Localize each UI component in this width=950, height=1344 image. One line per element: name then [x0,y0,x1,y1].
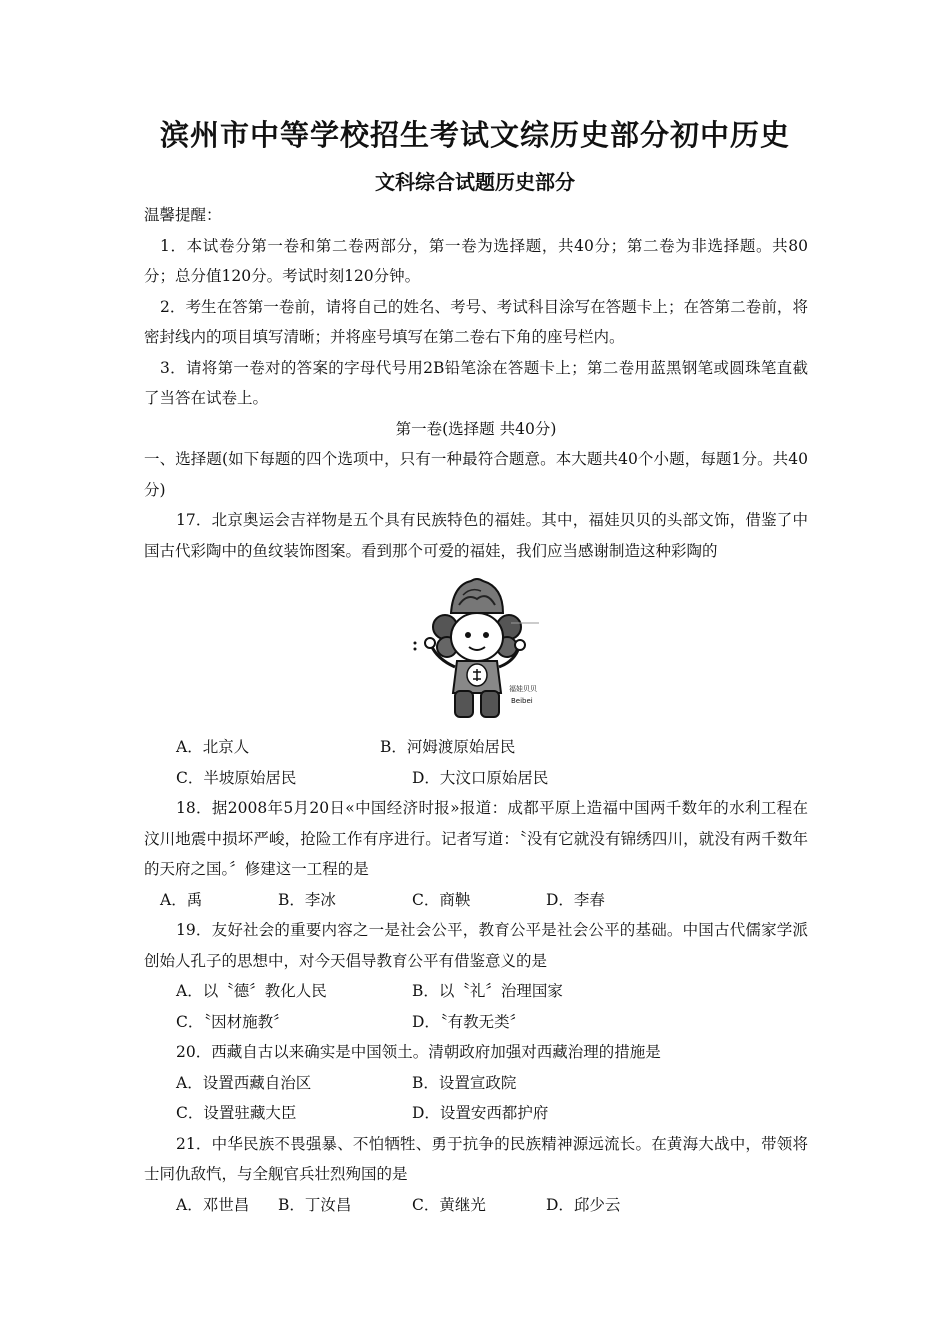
question-18-stem: 18．据2008年5月20日«中国经济时报»报道：成都平原上造福中国两千数年的水利工程在汶川地震中损坏严峻，抢险工作有序进行。记者写道：〝没有它就没有锦绣四川，就没有两千数年的天府之国。〞修建这一工程的是 [144,799,808,878]
question-18-option-b[interactable]: B．李冰 [278,890,336,909]
reminder-heading: 温馨提醒： [144,206,222,224]
question-18-options-row-1 [144,885,808,916]
question-20-option-c[interactable]: C．设置驻藏大臣 [176,1104,297,1122]
question-19-option-b[interactable]: B．以〝礼〞治理国家 [412,982,563,1000]
figure-caption-line1: 福娃贝贝 [509,685,537,693]
question-17-options-row-1 [144,732,808,763]
question-17-option-c[interactable]: C．半坡原始居民 [176,768,297,787]
reminder-item-1: 1．本试卷分第一卷和第二卷两部分，第一卷为选择题，共40分；第二卷为非选择题。共80分；总分值120分。考试时刻120分钟。 [144,236,808,285]
page-title: 滨州市中等学校招生考试文综历史部分初中历史 [159,118,790,152]
question-18-option-a[interactable]: A．禹 [160,890,203,909]
question-21-options-row-1 [144,1190,808,1221]
question-20-option-a[interactable]: A．设置西藏自治区 [176,1073,312,1092]
question-18-option-d[interactable]: D．李春 [546,890,605,909]
question-20-options-row-2 [144,1098,808,1129]
question-17-option-d[interactable]: D．大汶口原始居民 [412,768,549,787]
question-21-option-c[interactable]: C．黄继光 [412,1195,486,1214]
question-19-option-d[interactable]: D．〝有教无类〞 [412,1012,526,1031]
question-19-stem: 19．友好社会的重要内容之一是社会公平，教育公平是社会公平的基础。中国古代儒家学派创始人孔子的思想中，对今天倡导教育公平有借鉴意义的是 [144,921,808,970]
question-17-option-b[interactable]: B．河姆渡原始居民 [380,738,516,756]
page-subtitle: 文科综合试题历史部分 [375,170,575,194]
question-21-stem: 21．中华民族不畏强暴、不怕牺牲、勇于抗争的民族精神源远流长。在黄海大战中，带领将士同仇敌忾，与全舰官兵壮烈殉国的是 [144,1134,808,1183]
question-17-option-a[interactable]: A．北京人 [176,738,250,756]
question-20-option-d[interactable]: D．设置安西都护府 [412,1104,549,1122]
exam-body [144,200,808,1220]
mascot-figure [144,570,808,730]
question-19-options-row-2 [144,1007,808,1038]
section-instruction: 一、选择题(如下每题的四个选项中，只有一种最符合题意。本大题共40个小题，每题1分。共40分) [144,450,808,499]
reminder-item-2: 2．考生在答第一卷前，请将自己的姓名、考号、考试科目涂写在答题卡上；在答第二卷前，将密封线内的项目填写清晰；并将座号填写在第二卷右下角的座号栏内。 [144,297,808,346]
figure-caption-line2: Beibei [511,697,533,705]
question-19-options-row-1 [144,976,808,1007]
question-20-option-b[interactable]: B．设置宣政院 [412,1073,517,1092]
question-21-option-a[interactable]: A．邓世昌 [176,1195,250,1214]
reminder-item-3: 3．请将第一卷对的答案的字母代号用2B铅笔涂在答题卡上；第二卷用蓝黑钢笔或圆珠笔直截了当答在试卷上。 [144,358,808,407]
question-18-option-c[interactable]: C．商鞅 [412,890,471,909]
question-17-stem: 17．北京奥运会吉祥物是五个具有民族特色的福娃。其中，福娃贝贝的头部文饰，借鉴了中国古代彩陶中的鱼纹装饰图案。看到那个可爱的福娃，我们应当感谢制造这种彩陶的 [144,511,808,560]
question-19-option-c[interactable]: C．〝因材施教〞 [176,1012,289,1031]
question-20-options-row-1 [144,1068,808,1099]
question-21-option-b[interactable]: B．丁汝昌 [278,1195,352,1214]
question-19-option-a[interactable]: A．以〝德〞教化人民 [176,982,327,1000]
question-21-option-d[interactable]: D．邱少云 [546,1195,621,1214]
question-17-options-row-2 [144,763,808,794]
fuwa-beibei-mascot-icon [411,575,541,725]
question-20-stem: 20．西藏自古以来确实是中国领土。清朝政府加强对西藏治理的措施是 [176,1043,661,1061]
section-heading: 第一卷(选择题 共40分) [395,419,557,438]
